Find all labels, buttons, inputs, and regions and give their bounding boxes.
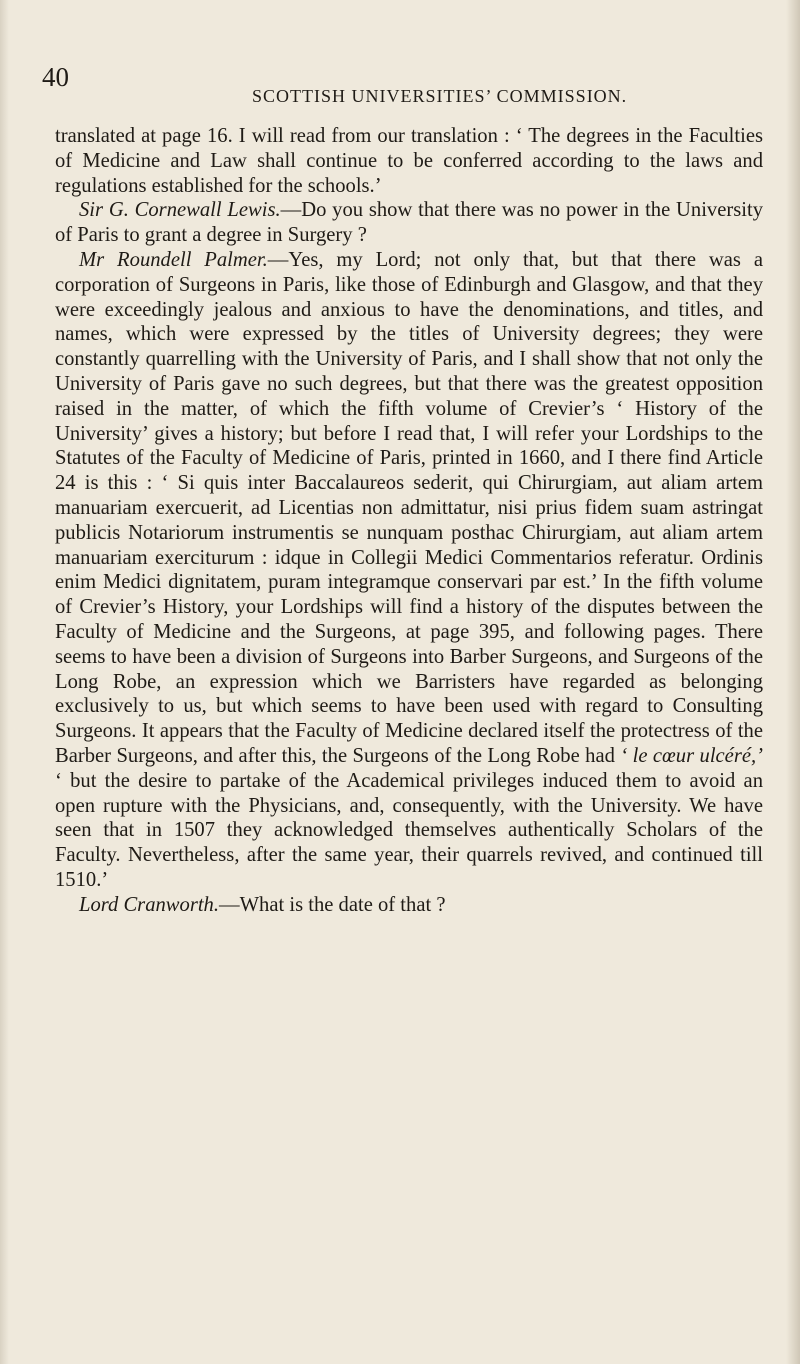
paragraph-continuation xyxy=(55,124,763,198)
paragraph-text: —What is the date of that ? xyxy=(219,893,446,916)
french-quote: ‘ le cœur ulcéré,’ xyxy=(620,744,763,767)
paragraph-cranworth xyxy=(55,893,763,918)
speaker-name: Mr Roundell Palmer. xyxy=(79,248,268,271)
paragraph-text: translated at page 16. I will read from our translation : ‘ The degrees in the Faculties of Medicine and Law shall continue to be conferred according to the laws and regulations established for the schools.’ xyxy=(55,125,763,197)
paragraph-text: —Yes, my Lord; not only that, but that there was a corporation of Surgeons in Paris, like those of Edinburgh and Glasgow, and that they were exceedingly jealous and anxious to have the denominations, and titles, and names, which were expressed by the titles of University degrees; they were constantly quarrelling with the University of Paris, and I shall show that not only the University of Paris gave no such degrees, but that there was the greatest opposition raised in the matter, of which the fifth volume of Crevier’s ‘ History of the University’ gives a history; but before I read that, I will refer your Lordships to the Statutes of the Faculty of Medicine of Paris, printed in 1660, and I there find Article 24 is this : ‘ Si quis inter Baccalaureos sederit, qui Chirurgiam, aut aliam artem manuariam exercuerit, ad Licentias non admittatur, nisi prius fidem suam astringat publicis Notariorum instrumentis se nunquam posthac Chirurgiam, aut aliam artem manuariam exerciturum : idque in Collegii Medici Commentarios referatur. Ordinis enim Medici dignitatem, puram integramque conservari par est.’ In the fifth volume of Crevier’s History, your Lordships will find a history of the disputes between the Faculty of Medicine and the Surgeons, at page 395, and following pages. There seems to have been a division of Surgeons into Barber Surgeons, and Surgeons of the Long Robe, an expression which we Barristers have regarded as belonging exclusively to us, but which seems to have been used with regard to Consulting Surgeons. It appears that the Faculty of Medicine declared itself the protectress of the Barber Surgeons, and after this, the Surgeons of the Long Robe had xyxy=(55,248,763,767)
paragraph-palmer xyxy=(55,248,763,893)
body-text xyxy=(55,124,763,918)
paragraph-text: —Do you show that there was no power in the University of Paris to grant a degree in Surgery ? xyxy=(55,199,763,247)
page-left-edge xyxy=(0,0,9,1364)
running-title: SCOTTISH UNIVERSITIES’ COMMISSION. xyxy=(252,86,628,106)
paragraph-lewis xyxy=(55,198,763,248)
page-right-edge xyxy=(786,0,800,1364)
speaker-name: Sir G. Cornewall Lewis. xyxy=(79,199,281,222)
page-header xyxy=(42,62,782,108)
page-number: 40 xyxy=(42,62,69,92)
speaker-name: Lord Cranworth. xyxy=(79,893,220,916)
paragraph-text-continued: ‘ but the desire to partake of the Academical privileges induced them to avoid an open rupture with the Physicians, and, consequently, with the University. We have seen that in 1507 they acknowledged themselves authentically Scholars of the Faculty. Nevertheless, after the same year, their quarrels revived, and continued till 1510.’ xyxy=(55,769,763,891)
